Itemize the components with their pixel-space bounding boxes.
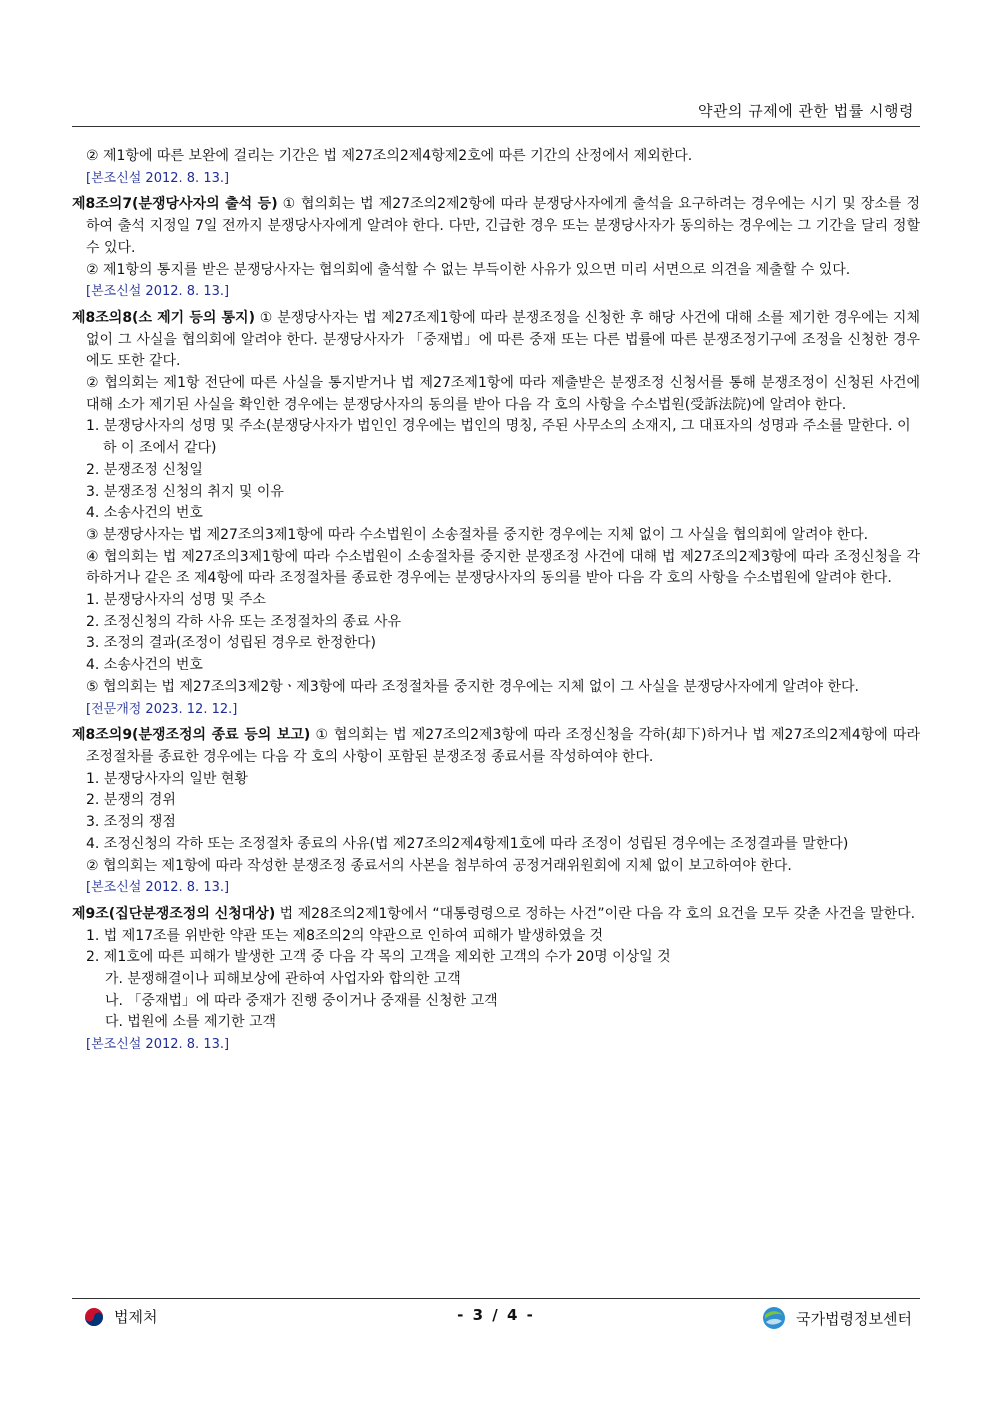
- article-text: ① 분쟁당사자는 법 제27조제1항에 따라 분쟁조정을 신청한 후 해당 사건에 대해 소를 제기한 경우에는 지체 없이 그 사실을 협의회에 알려야 한다. 분쟁당사자가 「중재법」에 따른 중재 또는 다른 법률에 따른 분쟁조정기구에 조정을 신청한 경우에도 또한 같다.: [86, 309, 920, 370]
- article-title: 제8조의8(소 제기 등의 통지): [72, 309, 255, 326]
- article-text: 법 제28조의2제1항에서 “대통령령으로 정하는 사건”이란 다음 각 호의 요건을 모두 갖춘 사건을 말한다.: [275, 905, 916, 922]
- list-item: 1. 분쟁당사자의 일반 현황: [86, 770, 248, 787]
- footer-divider: [72, 1298, 920, 1299]
- paragraph: ⑤ 협의회는 법 제27조의3제2항ㆍ제3항에 따라 조정절차를 중지한 경우에는 지체 없이 그 사실을 분쟁당사자에게 알려야 한다.: [86, 678, 859, 695]
- list-item: 2. 제1호에 따른 피해가 발생한 고객 중 다음 각 목의 고객을 제외한 고객의 수가 20명 이상일 것: [86, 949, 671, 966]
- list-item: 4. 소송사건의 번호: [86, 657, 203, 674]
- list-item: 4. 소송사건의 번호: [86, 505, 203, 522]
- amendment-note: [전문개정 2023. 12. 12.]: [86, 701, 238, 717]
- footer-org-name: 법제처: [114, 1308, 158, 1326]
- header-divider: [72, 126, 920, 127]
- list-item: 4. 조정신청의 각하 또는 조정절차 종료의 사유(법 제27조의2제4항제1호에 따라 조정이 성립된 경우에는 조정결과를 말한다): [86, 835, 849, 852]
- amendment-note: [본조신설 2012. 8. 13.]: [86, 284, 230, 300]
- page-header-title: 약관의 규제에 관한 법률 시행령: [698, 102, 914, 120]
- article-text: ① 협의회는 법 제27조의2제3항에 따라 조정신청을 각하(却下)하거나 법 제27조의2제4항에 따라 조정절차를 종료한 경우에는 다음 각 호의 사항이 포함된 분쟁조정 종료서를 작성하여야 한다.: [86, 727, 920, 765]
- article-paragraph: [72, 904, 920, 926]
- article-title: 제8조의9(분쟁조정의 종료 등의 보고): [72, 727, 311, 744]
- amendment-note: [본조신설 2012. 8. 13.]: [86, 1037, 230, 1053]
- article-paragraph: [72, 308, 920, 373]
- list-item: 3. 조정의 결과(조정이 성립된 경우로 한정한다): [86, 635, 376, 652]
- globe-logo-icon: [762, 1306, 786, 1330]
- list-item: 1. 분쟁당사자의 성명 및 주소(분쟁당사자가 법인인 경우에는 법인의 명칭, 주된 사무소의 소재지, 그 대표자의 성명과 주소를 말한다. 이하 이 조에서 같다): [86, 418, 911, 457]
- amendment-note: [본조신설 2012. 8. 13.]: [86, 170, 230, 186]
- paragraph: ③ 분쟁당사자는 법 제27조의3제1항에 따라 수소법원이 소송절차를 중지한 경우에는 지체 없이 그 사실을 협의회에 알려야 한다.: [86, 526, 869, 543]
- paragraph: ④ 협의회는 법 제27조의3제1항에 따라 수소법원이 소송절차를 중지한 분쟁조정 사건에 대해 법 제27조의2제3항에 따라 조정신청을 각하하거나 같은 조 제4항에 따라 조정절차를 종료한 경우에는 분쟁당사자의 동의를 받아 다음 각 호의 사항을 수소법원에 알려야 한다.: [86, 548, 920, 587]
- list-item: 3. 분쟁조정 신청의 취지 및 이유: [86, 483, 284, 500]
- article-paragraph: [72, 725, 920, 768]
- list-item: 2. 조정신청의 각하 사유 또는 조정절차의 종료 사유: [86, 613, 401, 630]
- amendment-note: [본조신설 2012. 8. 13.]: [86, 880, 230, 896]
- sub-list-item: 나. 「중재법」에 따라 중재가 진행 중이거나 중재를 신청한 고객: [105, 992, 498, 1009]
- list-item: 1. 분쟁당사자의 성명 및 주소: [86, 592, 266, 609]
- list-item: 3. 조정의 쟁점: [86, 814, 176, 831]
- article-title: 제8조의7(분쟁당사자의 출석 등): [72, 196, 278, 213]
- page-number: - 3 / 4 -: [457, 1306, 535, 1324]
- article-text: ① 협의회는 법 제27조의2제2항에 따라 분쟁당사자에게 출석을 요구하려는 경우에는 시기 및 장소를 정하여 출석 지정일 7일 전까지 분쟁당사자에게 알려야 한다. 다만, 긴급한 경우 또는 분쟁당사자가 동의하는 경우에는 그 기간을 달리 정할 수 있다.: [86, 196, 920, 256]
- list-item: 2. 분쟁조정 신청일: [86, 461, 203, 478]
- sub-list-item: 다. 법원에 소를 제기한 고객: [105, 1014, 277, 1031]
- paragraph: ② 협의회는 제1항 전단에 따른 사실을 통지받거나 법 제27조제1항에 따라 제출받은 분쟁조정 신청서를 통해 분쟁조정이 신청된 사건에 대해 소가 제기된 사실을 확인한 경우에는 분쟁당사자의 동의를 받아 다음 각 호의 사항을 수소법원(受訴法院)에 알려야 한다.: [86, 375, 920, 413]
- list-item: 2. 분쟁의 경위: [86, 792, 176, 809]
- paragraph: ② 제1항의 통지를 받은 분쟁당사자는 협의회에 출석할 수 없는 부득이한 사유가 있으면 미리 서면으로 의견을 제출할 수 있다.: [86, 261, 851, 278]
- sub-list-item: 가. 분쟁해결이나 피해보상에 관하여 사업자와 합의한 고객: [105, 971, 461, 988]
- paragraph: ② 제1항에 따른 보완에 걸리는 기간은 법 제27조의2제4항제2호에 따른 기간의 산정에서 제외한다.: [86, 148, 693, 164]
- list-item: 1. 법 제17조를 위반한 약관 또는 제8조의2의 약관으로 인하여 피해가 발생하였을 것: [86, 927, 604, 944]
- footer-right: [762, 1306, 912, 1330]
- article-title: 제9조(집단분쟁조정의 신청대상): [72, 905, 276, 922]
- page-footer: [72, 1306, 920, 1330]
- article-paragraph: [72, 194, 920, 259]
- paragraph: ② 협의회는 제1항에 따라 작성한 분쟁조정 종료서의 사본을 첨부하여 공정거래위원회에 지체 없이 보고하여야 한다.: [86, 857, 792, 874]
- footer-center-name: 국가법령정보센터: [796, 1309, 912, 1328]
- document-body: [72, 146, 920, 1058]
